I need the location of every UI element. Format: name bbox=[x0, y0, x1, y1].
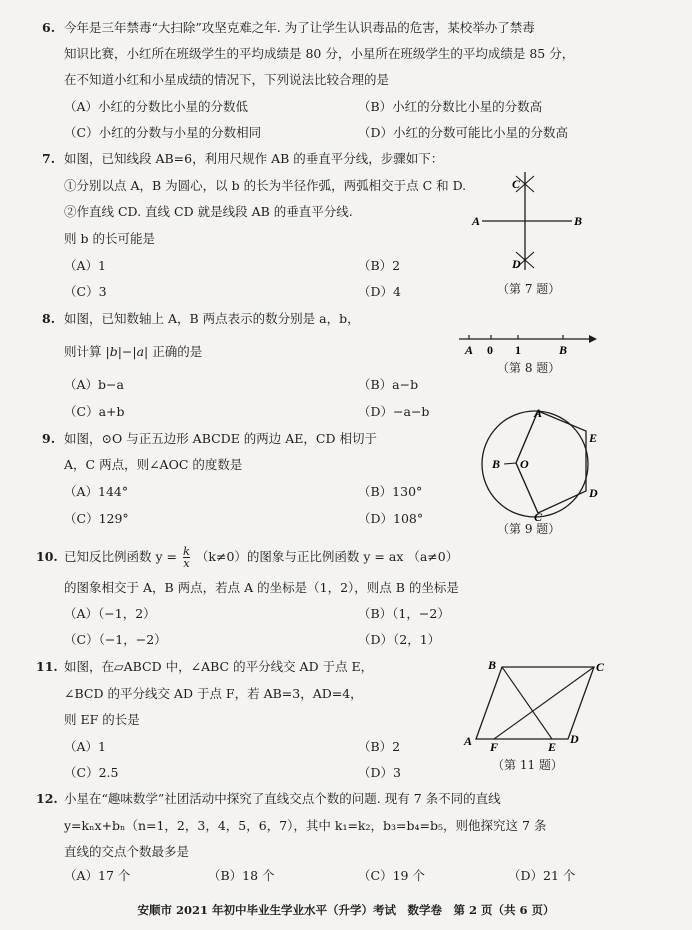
q10-line-1 bbox=[64, 544, 458, 570]
q11-line-2: ∠BCD 的平分线交 AD 于点 F，若 AB=3，AD=4， bbox=[64, 686, 363, 701]
q7-number: 7. bbox=[42, 151, 56, 166]
q8-option-a: （A）b−a bbox=[64, 377, 124, 392]
q7-label-b: B bbox=[574, 214, 583, 228]
q8-line-1: 如图，已知数轴上 A，B 两点表示的数分别是 a，b， bbox=[64, 311, 360, 326]
q7-option-d: （D）4 bbox=[358, 284, 401, 299]
q10-option-d: （D）（2，1） bbox=[358, 632, 441, 647]
q8-number-line bbox=[455, 330, 605, 360]
q6-line-3: 在不知道小红和小星成绩的情况下，下列说法比较合理的是 bbox=[64, 72, 390, 87]
q7-figure bbox=[470, 170, 590, 280]
q12-line-2: y=kₙx+bₙ（n=1，2，3，4，5，6，7），其中 k₁=k₂，b₃=b₄=b₅，则他探究这 7 条 bbox=[64, 818, 547, 833]
q12-number: 12. bbox=[36, 791, 58, 806]
q9-option-b: （B）130° bbox=[358, 484, 423, 499]
q7-line-1: 如图，已知线段 AB=6，利用尺规作 AB 的垂直平分线，步骤如下： bbox=[64, 151, 444, 166]
q10-option-a: （A）（−1，2） bbox=[64, 606, 156, 621]
q6-number: 6. bbox=[42, 20, 56, 35]
q6-line-1: 今年是三年禁毒“大扫除”攻坚克难之年. 为了让学生认识毒品的危害，某校举办了禁毒 bbox=[64, 20, 535, 35]
q9-label-d: D bbox=[589, 486, 598, 500]
q11-label-d: D bbox=[570, 732, 579, 746]
q6-line-2: 知识比赛，小红所在班级学生的平均成绩是 80 分，小星所在班级学生的平均成绩是 85 分， bbox=[64, 46, 575, 61]
q9-figure bbox=[470, 405, 610, 525]
q8-option-c: （C）a+b bbox=[64, 404, 125, 419]
q10-fraction bbox=[183, 546, 190, 569]
q7-label-a: A bbox=[472, 214, 481, 228]
q8-label-a: A bbox=[465, 343, 474, 357]
q8-label-0: 0 bbox=[487, 343, 493, 357]
q7-option-b: （B）2 bbox=[358, 258, 401, 273]
q10-pre: 已知反比例函数 y = bbox=[64, 549, 177, 564]
q12-line-1: 小星在“趣味数学”社团活动中探究了直线交点个数的问题. 现有 7 条不同的直线 bbox=[64, 791, 501, 806]
q8-option-b: （B）a−b bbox=[358, 377, 419, 392]
q8-option-d: （D）−a−b bbox=[358, 404, 430, 419]
q10-number: 10. bbox=[36, 549, 58, 564]
q9-line-2: A，C 两点，则∠AOC 的度数是 bbox=[64, 457, 243, 472]
q12-option-d: （D）21 个 bbox=[508, 868, 576, 883]
q8-caption: （第 8 题） bbox=[497, 361, 561, 375]
q11-number: 11. bbox=[36, 659, 58, 674]
q8-expression: |b|−|a| bbox=[105, 344, 149, 359]
q11-label-a: A bbox=[464, 734, 473, 748]
q8-line-2 bbox=[64, 344, 202, 360]
q11-label-e: E bbox=[548, 740, 557, 753]
q9-label-e: E bbox=[589, 431, 598, 445]
q10-option-b: （B）（1，−2） bbox=[358, 606, 450, 621]
q7-label-c: C bbox=[512, 177, 521, 191]
q12-option-a: （A）17 个 bbox=[64, 868, 131, 883]
q7-line-3: ②作直线 CD. 直线 CD 就是线段 AB 的垂直平分线. bbox=[64, 204, 353, 219]
q11-option-b: （B）2 bbox=[358, 739, 401, 754]
q6-option-c: （C）小红的分数与小星的分数相同 bbox=[64, 125, 262, 140]
q7-option-c: （C）3 bbox=[64, 284, 107, 299]
q11-option-c: （C）2.5 bbox=[64, 765, 119, 780]
q10-option-c: （C）（−1，−2） bbox=[64, 632, 167, 647]
q6-option-d: （D）小红的分数可能比小星的分数高 bbox=[358, 125, 569, 140]
q9-option-a: （A）144° bbox=[64, 484, 129, 499]
q11-line-3: 则 EF 的长是 bbox=[64, 712, 140, 727]
q12-option-c: （C）19 个 bbox=[358, 868, 425, 883]
q7-line-2: ①分别以点 A，B 为圆心，以 b 的长为半径作弧，两弧相交于点 C 和 D. bbox=[64, 178, 467, 193]
q9-side-bo bbox=[504, 463, 516, 464]
page-footer: 安顺市 2021 年初中毕业生学业水平（升学）考试 数学卷 第 2 页（共 6 页） bbox=[137, 903, 555, 917]
q9-label-b: B bbox=[492, 457, 501, 471]
q12-line-3: 直线的交点个数最多是 bbox=[64, 844, 190, 859]
q7-label-d: D bbox=[512, 257, 521, 271]
q11-label-f: F bbox=[490, 740, 499, 753]
q9-number: 9. bbox=[42, 431, 56, 446]
q11-label-c: C bbox=[596, 660, 605, 674]
q7-caption: （第 7 题） bbox=[497, 282, 561, 296]
q10-post: （k≠0）的图象与正比例函数 y = ax （a≠0） bbox=[195, 549, 459, 564]
q8-label-b: B bbox=[559, 343, 568, 357]
q10-frac-den: x bbox=[183, 556, 190, 570]
q11-option-d: （D）3 bbox=[358, 765, 401, 780]
q8-line-2-pre: 则计算 bbox=[64, 344, 102, 359]
q8-arrow-icon bbox=[589, 335, 597, 343]
q9-option-c: （C）129° bbox=[64, 511, 129, 526]
q6-option-a: （A）小红的分数比小星的分数低 bbox=[64, 99, 249, 114]
q11-figure bbox=[462, 655, 612, 753]
q9-line-1: 如图，⊙O 与正五边形 ABCDE 的两边 AE，CD 相切于 bbox=[64, 431, 377, 446]
q7-line-4: 则 b 的长可能是 bbox=[64, 231, 155, 246]
q11-parallelogram bbox=[476, 667, 594, 739]
q12-option-b: （B）18 个 bbox=[208, 868, 275, 883]
q9-label-c: C bbox=[534, 510, 543, 524]
q9-label-a: A bbox=[534, 406, 543, 420]
q11-label-b: B bbox=[488, 658, 497, 672]
q10-frac-num: k bbox=[182, 544, 190, 558]
q9-option-d: （D）108° bbox=[358, 511, 424, 526]
q8-label-1: 1 bbox=[515, 343, 521, 357]
q7-option-a: （A）1 bbox=[64, 258, 106, 273]
q8-number: 8. bbox=[42, 311, 56, 326]
q8-line-2-post: 正确的是 bbox=[152, 344, 203, 359]
q6-option-b: （B）小红的分数比小星的分数高 bbox=[358, 99, 543, 114]
q11-caption: （第 11 题） bbox=[492, 758, 563, 772]
q9-label-o: O bbox=[520, 457, 529, 471]
q9-caption: （第 9 题） bbox=[497, 522, 561, 536]
q10-line-2: 的图象相交于 A，B 两点，若点 A 的坐标是（1，2），则点 B 的坐标是 bbox=[64, 580, 459, 595]
q11-line-1: 如图，在▱ABCD 中，∠ABC 的平分线交 AD 于点 E， bbox=[64, 659, 374, 674]
q11-option-a: （A）1 bbox=[64, 739, 106, 754]
